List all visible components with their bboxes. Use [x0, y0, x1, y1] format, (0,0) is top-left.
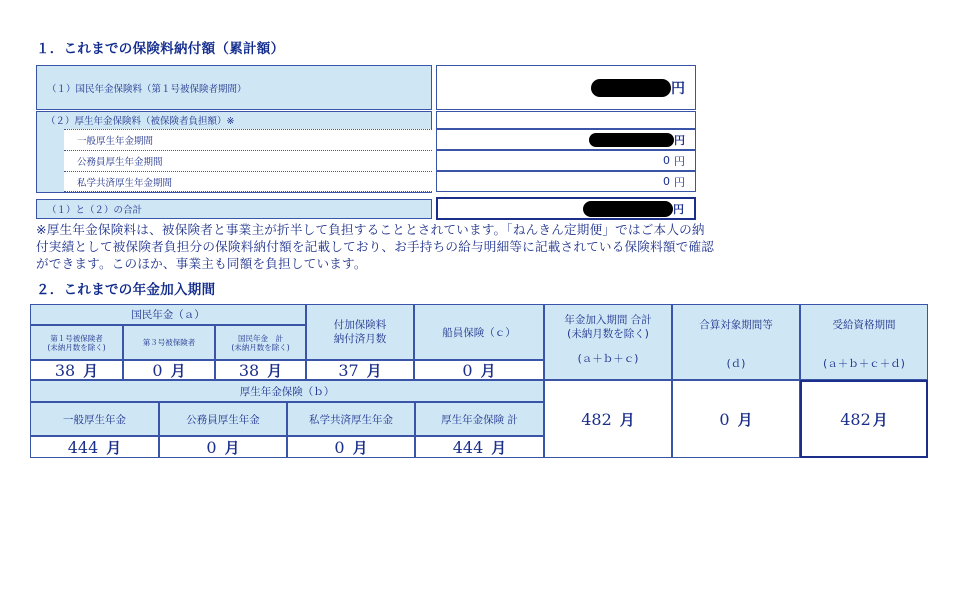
eligibility-header-text: 受給資格期間	[832, 319, 896, 331]
seamen-value: 0	[462, 360, 473, 380]
private-school-value: 0	[663, 175, 670, 188]
month-unit: 月	[224, 438, 240, 457]
general-employee-label	[64, 129, 432, 150]
yen-unit: 円	[674, 133, 685, 147]
total-label	[36, 199, 432, 219]
redacted-amount	[589, 133, 674, 147]
month-unit: 月	[106, 438, 122, 457]
public-servant-amount	[436, 150, 696, 171]
national-total-months	[215, 360, 306, 380]
eligibility-period-months	[800, 380, 928, 458]
eligibility-period-header	[800, 304, 928, 380]
total-period-months	[544, 380, 672, 458]
general-employee-amount	[436, 129, 696, 150]
public-servant-label-text: 公務員厚生年金期間	[77, 157, 163, 168]
total-period-header-text: 年金加入期間 合計 (未納月数を除く)	[564, 314, 652, 340]
redacted-amount	[591, 79, 671, 97]
national-pension-header: 国民年金（ａ）	[30, 304, 306, 325]
total-amount	[436, 197, 696, 220]
public-servant-label	[64, 150, 432, 171]
aggregate-header-text: 合算対象期間等	[699, 319, 773, 331]
type1-insured-header: 第１号被保険者 (未納月数を除く)	[30, 325, 123, 360]
month-unit: 月	[83, 361, 99, 380]
month-unit: 月	[170, 361, 186, 380]
redacted-amount	[583, 201, 673, 217]
total-period-header	[544, 304, 672, 380]
general-employee-months	[30, 436, 159, 458]
private-school-header: 私学共済厚生年金	[287, 402, 415, 436]
section2-heading: ２．これまでの年金加入期間	[36, 282, 216, 298]
month-unit: 月	[366, 361, 382, 380]
public-servant-months	[159, 436, 287, 458]
employee-total-value: 444	[452, 437, 484, 457]
yen-unit: 円	[673, 202, 684, 216]
month-unit: 月	[491, 438, 507, 457]
general-value: 444	[67, 437, 99, 457]
seamen-insurance-header: 船員保険（ｃ）	[414, 304, 544, 360]
aggregate-formula: (ｄ)	[726, 358, 746, 370]
month-unit: 月	[619, 410, 635, 429]
yen-unit: 円	[674, 175, 685, 189]
private-school-value: 0	[334, 437, 345, 457]
aggregate-period-months	[672, 380, 800, 458]
type1-months	[30, 360, 123, 380]
public-servant-value: 0	[206, 437, 217, 457]
general-employee-label-text: 一般厚生年金期間	[77, 136, 154, 147]
month-unit: 月	[480, 361, 496, 380]
private-school-months	[287, 436, 415, 458]
national-total-value: 38	[238, 360, 260, 380]
additional-value: 37	[338, 360, 359, 380]
premium-note: ※厚生年金保険料は、被保険者と事業主が折半して負担することとされています。「ねんきん定期便」ではご本人の納付実績として被保険者負担分の保険料納付額を記載しており、お手持ちの給与明細等に記載されている保険料額で確認ができます。このほか、事業主も同額を負担しています。	[36, 222, 715, 271]
type1-value: 38	[54, 360, 76, 380]
month-unit: 月	[872, 410, 888, 429]
eligibility-formula: (ａ＋ｂ＋ｃ＋ｄ)	[823, 358, 905, 370]
employee-pension-header-text: （２）厚生年金保険料（被保険者負担額）※	[46, 116, 235, 127]
section1-heading: １．これまでの保険料納付額（累計額）	[36, 41, 285, 57]
national-pension-label	[36, 65, 432, 110]
national-pension-label-text: （１）国民年金保険料（第１号被保険者期間）	[47, 83, 247, 95]
seamen-months	[414, 360, 544, 380]
employee-total-header: 厚生年金保険 計	[415, 402, 544, 436]
total-formula: (ａ＋ｂ＋ｃ)	[577, 353, 639, 365]
employee-pension-header: 厚生年金保険（ｂ）	[30, 380, 544, 402]
aggregate-value: 0	[719, 409, 730, 429]
additional-premium-header: 付加保険料 納付済月数	[306, 304, 414, 360]
total-period-value: 482	[581, 409, 612, 429]
private-school-label	[64, 171, 432, 192]
private-school-amount	[436, 171, 696, 192]
private-school-label-text: 私学共済厚生年金期間	[77, 177, 173, 189]
month-unit: 月	[267, 361, 283, 380]
type3-months	[123, 360, 215, 380]
total-label-text: （１）と（２）の合計	[47, 205, 143, 216]
type3-value: 0	[152, 360, 163, 380]
national-total-header: 国民年金 計 (未納月数を除く)	[215, 325, 306, 360]
month-unit: 月	[352, 438, 368, 457]
additional-months	[306, 360, 414, 380]
national-pension-amount	[436, 65, 696, 110]
eligibility-value: 482	[840, 409, 871, 429]
yen-unit: 円	[674, 154, 685, 168]
employee-header-value	[436, 111, 696, 129]
public-servant-header: 公務員厚生年金	[159, 402, 287, 436]
employee-pension-header	[36, 111, 432, 129]
yen-unit: 円	[671, 80, 685, 97]
public-servant-value: 0	[663, 154, 670, 167]
aggregate-period-header	[672, 304, 800, 380]
month-unit: 月	[737, 410, 753, 429]
employee-total-months	[415, 436, 544, 458]
type3-insured-header: 第３号被保険者	[123, 325, 215, 360]
general-employee-header: 一般厚生年金	[30, 402, 159, 436]
